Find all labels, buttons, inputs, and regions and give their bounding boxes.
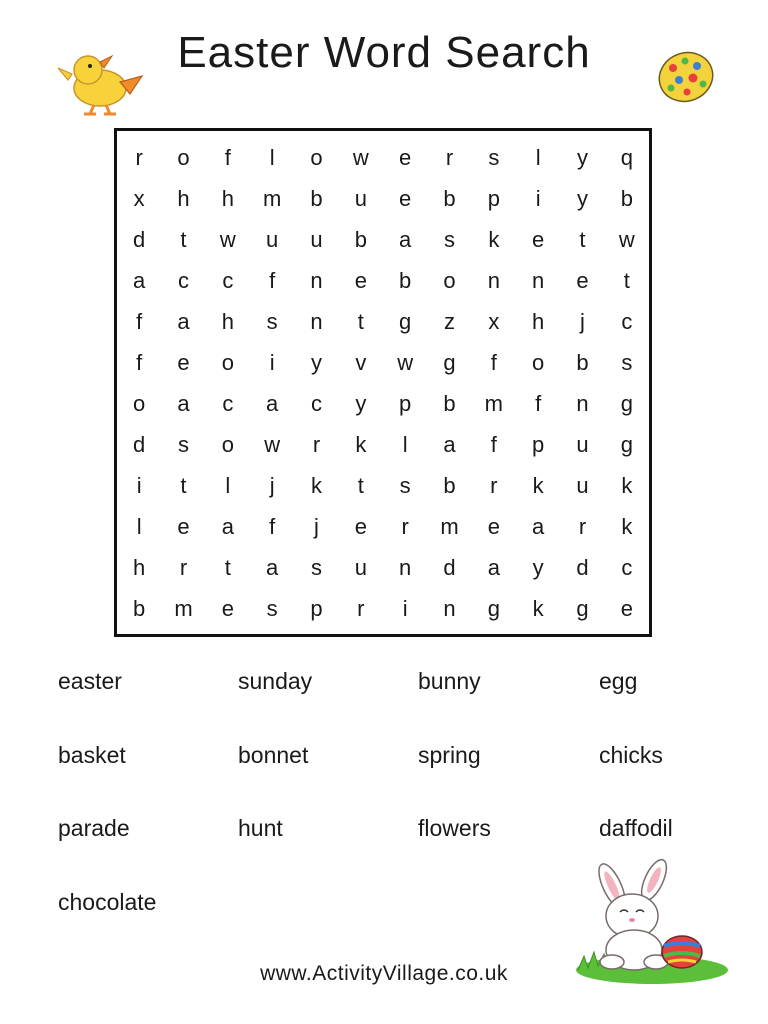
- grid-letter: y: [576, 144, 588, 170]
- grid-letter: o: [532, 349, 545, 375]
- grid-letter: r: [490, 473, 498, 499]
- grid-letter: e: [177, 349, 190, 375]
- grid-letter: s: [310, 555, 322, 581]
- grid-letter: a: [266, 391, 279, 417]
- grid-letter: g: [443, 349, 456, 375]
- grid-letter: h: [221, 308, 234, 334]
- grid-letter: b: [354, 226, 367, 252]
- grid-letter: m: [174, 596, 193, 622]
- grid-letter: u: [310, 226, 323, 252]
- grid-letter: a: [443, 432, 456, 458]
- grid-letter: e: [576, 267, 589, 293]
- word-list-item: bonnet: [238, 742, 309, 768]
- grid-letter: u: [354, 555, 367, 581]
- grid-letter: n: [310, 308, 323, 334]
- grid-letter: s: [443, 226, 455, 252]
- grid-letter: i: [402, 596, 408, 622]
- grid-letter: n: [443, 596, 456, 622]
- grid-letter: e: [399, 185, 412, 211]
- grid-letter: m: [262, 185, 282, 211]
- word-list-item: flowers: [418, 815, 491, 841]
- grid-letter: f: [490, 349, 497, 375]
- word-list-item: daffodil: [599, 815, 673, 841]
- grid-letter: k: [532, 473, 544, 499]
- grid-letter: m: [440, 514, 459, 540]
- grid-letter: z: [443, 308, 455, 334]
- grid-letter: b: [576, 349, 589, 375]
- grid-letter: c: [222, 267, 234, 293]
- grid-letter: y: [310, 349, 322, 375]
- grid-letter: l: [225, 473, 231, 499]
- grid-letter: t: [180, 226, 187, 252]
- letter-grid: [117, 137, 649, 630]
- grid-letter: d: [133, 432, 146, 458]
- grid-letter: d: [133, 226, 146, 252]
- word-list-item: bunny: [418, 668, 481, 694]
- grid-letter: g: [620, 391, 633, 417]
- grid-letter: v: [355, 349, 367, 375]
- grid-letter: h: [221, 185, 234, 211]
- grid-letter: t: [180, 473, 187, 499]
- grid-letter: a: [177, 391, 190, 417]
- grid-letter: w: [264, 432, 281, 458]
- grid-letter: c: [222, 391, 234, 417]
- grid-letter: l: [402, 432, 408, 458]
- grid-letter: u: [266, 226, 279, 252]
- grid-letter: t: [623, 267, 630, 293]
- word-list-item: parade: [58, 815, 130, 841]
- grid-letter: e: [177, 514, 190, 540]
- page-title: Easter Word Search: [177, 28, 591, 77]
- grid-letter: o: [133, 391, 146, 417]
- grid-letter: x: [133, 185, 145, 211]
- grid-letter: e: [354, 514, 367, 540]
- grid-letter: e: [487, 514, 500, 540]
- grid-letter: p: [532, 432, 545, 458]
- grid-letter: k: [310, 473, 322, 499]
- grid-letter: a: [133, 267, 146, 293]
- grid-letter: n: [532, 267, 545, 293]
- grid-letter: l: [269, 144, 275, 170]
- grid-letter: r: [357, 596, 365, 622]
- grid-letter: f: [535, 391, 542, 417]
- grid-letter: w: [352, 144, 369, 170]
- grid-letter: s: [177, 432, 189, 458]
- grid-letter: j: [580, 308, 585, 334]
- grid-letter: g: [487, 596, 500, 622]
- grid-letter: k: [621, 473, 633, 499]
- word-list-item: sunday: [238, 668, 313, 694]
- grid-letter: t: [579, 226, 586, 252]
- grid-letter: o: [443, 267, 456, 293]
- grid-letter: t: [357, 308, 364, 334]
- grid-letter: k: [355, 432, 367, 458]
- grid-letter: r: [578, 514, 587, 540]
- grid-letter: s: [488, 144, 500, 170]
- word-list-item: hunt: [238, 815, 283, 841]
- grid-letter: r: [445, 144, 454, 170]
- grid-letter: g: [620, 432, 633, 458]
- grid-letter: j: [269, 473, 275, 499]
- grid-letter: h: [532, 308, 545, 334]
- grid-letter: t: [357, 473, 364, 499]
- grid-letter: b: [620, 185, 633, 211]
- grid-letter: f: [136, 349, 143, 375]
- grid-letter: b: [133, 596, 146, 622]
- grid-letter: o: [177, 144, 190, 170]
- word-list-item: basket: [58, 742, 126, 768]
- grid-letter: c: [177, 267, 189, 293]
- chick-icon: [50, 48, 146, 118]
- grid-letter: r: [312, 432, 321, 458]
- grid-letter: j: [314, 514, 319, 540]
- grid-letter: a: [221, 514, 234, 540]
- grid-letter: l: [535, 144, 541, 170]
- grid-letter: n: [310, 267, 323, 293]
- grid-letter: a: [487, 555, 500, 581]
- grid-letter: p: [487, 185, 500, 211]
- grid-letter: g: [399, 308, 412, 334]
- grid-letter: r: [135, 144, 143, 170]
- grid-letter: f: [490, 432, 497, 458]
- word-list-item: chicks: [599, 742, 663, 768]
- grid-letter: d: [443, 555, 456, 581]
- grid-letter: k: [532, 596, 544, 622]
- grid-letter: f: [269, 267, 276, 293]
- grid-letter: a: [266, 555, 279, 581]
- grid-letter: a: [532, 514, 545, 540]
- grid-letter: r: [179, 555, 188, 581]
- grid-letter: l: [136, 514, 142, 540]
- grid-letter: c: [621, 308, 633, 334]
- grid-letter: u: [576, 473, 589, 499]
- grid-letter: k: [488, 226, 500, 252]
- grid-letter: w: [618, 226, 635, 252]
- grid-letter: b: [443, 473, 456, 499]
- grid-letter: n: [487, 267, 500, 293]
- grid-letter: e: [399, 144, 412, 170]
- grid-letter: y: [576, 185, 588, 211]
- grid-letter: w: [397, 349, 414, 375]
- grid-letter: w: [219, 226, 236, 252]
- grid-letter: g: [576, 596, 589, 622]
- grid-letter: e: [221, 596, 234, 622]
- word-search-grid: [114, 128, 652, 637]
- word-list-item: chocolate: [58, 889, 157, 915]
- grid-letter: b: [443, 391, 456, 417]
- word-list-item: spring: [418, 742, 481, 768]
- grid-letter: f: [136, 308, 143, 334]
- grid-letter: e: [532, 226, 545, 252]
- word-list-item: egg: [599, 668, 638, 694]
- grid-letter: s: [266, 308, 278, 334]
- grid-letter: q: [620, 144, 633, 170]
- grid-letter: y: [532, 555, 544, 581]
- grid-letter: b: [399, 267, 412, 293]
- grid-letter: a: [177, 308, 190, 334]
- easter-egg-icon: [655, 48, 717, 106]
- grid-letter: s: [621, 349, 633, 375]
- grid-letter: y: [355, 391, 367, 417]
- grid-letter: f: [224, 144, 231, 170]
- grid-letter: i: [535, 185, 541, 211]
- grid-letter: h: [177, 185, 190, 211]
- grid-letter: a: [399, 226, 412, 252]
- grid-letter: o: [310, 144, 323, 170]
- grid-letter: p: [399, 391, 412, 417]
- grid-letter: r: [401, 514, 409, 540]
- grid-letter: b: [310, 185, 323, 211]
- grid-letter: p: [310, 596, 323, 622]
- grid-letter: i: [136, 473, 142, 499]
- grid-letter: o: [221, 432, 234, 458]
- grid-letter: s: [399, 473, 411, 499]
- grid-letter: c: [621, 555, 633, 581]
- website-footer: www.ActivityVillage.co.uk: [260, 962, 508, 985]
- grid-letter: m: [484, 391, 503, 417]
- grid-letter: n: [576, 391, 589, 417]
- grid-letter: d: [576, 555, 589, 581]
- grid-letter: h: [133, 555, 146, 581]
- grid-letter: i: [269, 349, 275, 375]
- grid-letter: b: [443, 185, 456, 211]
- grid-letter: u: [576, 432, 589, 458]
- grid-letter: t: [224, 555, 231, 581]
- grid-letter: s: [266, 596, 278, 622]
- grid-letter: k: [621, 514, 633, 540]
- word-list-item: easter: [58, 668, 122, 694]
- grid-letter: e: [354, 267, 367, 293]
- grid-letter: u: [354, 185, 367, 211]
- grid-letter: e: [620, 596, 633, 622]
- grid-letter: o: [221, 349, 234, 375]
- grid-letter: c: [310, 391, 322, 417]
- grid-letter: x: [488, 308, 500, 334]
- grid-letter: n: [399, 555, 412, 581]
- grid-letter: f: [269, 514, 276, 540]
